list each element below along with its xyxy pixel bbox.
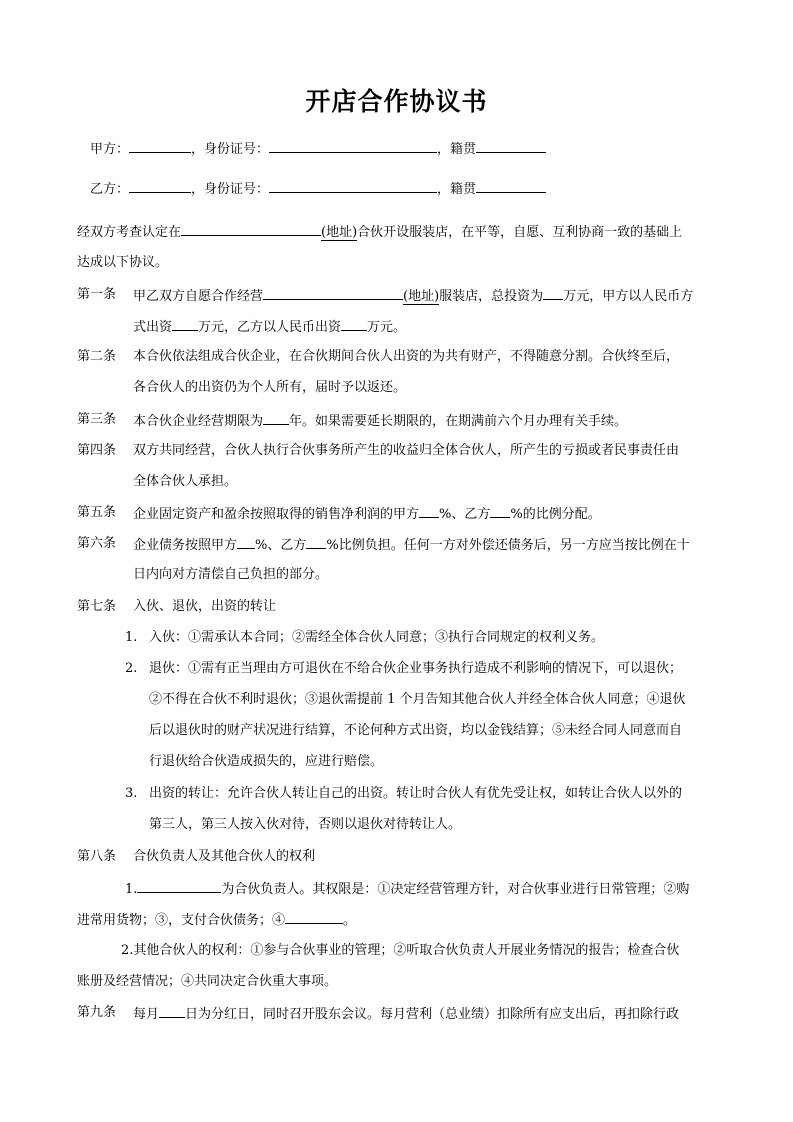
article-1-text-4: 式出资 <box>133 320 173 335</box>
party-b-origin-field[interactable] <box>476 179 546 193</box>
article-4-number: 第四条 <box>77 443 117 458</box>
article-7-item-3-line-1: 出资的转让：允许合伙人转让自己的出资。转让时合伙人有优先受让权，如转让合伙人以外的 <box>149 786 683 801</box>
party-b-id-label: ，身份证号： <box>191 182 270 197</box>
intro-text: 经双方考查认定在 <box>77 225 182 240</box>
article-8-para-1-number: 1. <box>125 882 138 897</box>
article-7-item-1: 入伙：①需承认本合同；②需经全体合伙人同意；③执行合同规定的权利义务。 <box>149 630 605 645</box>
debt-share-b-field[interactable] <box>306 535 326 549</box>
article-3-number: 第三条 <box>77 412 117 427</box>
term-years-field[interactable] <box>263 411 289 425</box>
article-8-para-1-text-2: 进常用货物；③，支付合伙债务；④ <box>77 913 286 928</box>
responsible-partner-field[interactable] <box>137 879 221 893</box>
article-9-text-2: 日为分红日，同时召开股东会议。每月营利（总业绩）扣除所有应支出后，再扣除行政 <box>185 1007 680 1022</box>
article-8-para-1-line-2 <box>77 910 356 930</box>
article-2-line-2: 各合伙人的出资仍为个人所有，届时予以返还。 <box>133 380 407 395</box>
article-1-line-2 <box>133 317 406 337</box>
party-a-investment-field[interactable] <box>172 317 198 331</box>
article-8-para-1-text-3: 。 <box>343 913 357 928</box>
party-a-label: 甲方： <box>90 142 130 157</box>
intro-address-field[interactable] <box>181 222 321 236</box>
party-b-origin-label: ，籍贯 <box>437 182 477 197</box>
article-3-text-2: 年。如果需要延长期限的，在期满前六个月办理有关手续。 <box>289 414 628 429</box>
article-1-text-6: 万元。 <box>367 320 407 335</box>
intro-line-2: 达成以下协议。 <box>77 255 169 270</box>
debt-share-a-field[interactable] <box>237 535 255 549</box>
intro-text-2: 合伙开设服装店，在平等，自愿、互利协商一致的基础上 <box>357 225 683 240</box>
article-3-line-1 <box>133 411 627 431</box>
article-5-line-1 <box>133 504 601 524</box>
article-8-para-1-text: 为合伙负责人。其权限是：①决定经营管理方针，对合伙事业进行日常管理；②购 <box>221 882 690 897</box>
article-6-number: 第六条 <box>77 536 117 551</box>
article-7-item-2-line-2: ②不得在合伙不利时退伙；③退伙需提前 1 个月告知其他合伙人并经全体合伙人同意；④退伙 <box>149 692 686 707</box>
party-a-id-field[interactable] <box>269 139 437 153</box>
party-a-origin-field[interactable] <box>476 139 546 153</box>
article-5-number: 第五条 <box>77 505 117 520</box>
article-1-text-3: 万元，甲方以人民币方 <box>563 289 694 304</box>
article-7-item-2-line-3: 后以退伙时的财产状况进行结算，不论何种方式出资，均以金钱结算；⑤未经合同人同意而自 <box>149 723 683 738</box>
article-1-text-5: 万元，乙方以人民币出资 <box>198 320 342 335</box>
article-7-item-2-line-4: 行退伙给合伙造成损失的，应进行赔偿。 <box>149 754 384 769</box>
article-9-line-1 <box>133 1004 679 1024</box>
article-8-para-2-line-1: 2.其他合伙人的权利：①参与合伙事业的管理；②听取合伙负责人开展业务情况的报告；检查合伙 <box>121 943 680 958</box>
article-8-para-1-line-1 <box>125 879 689 899</box>
article-7-item-3-line-2: 第三人，第三人按入伙对待，否则以退伙对待转让人。 <box>149 817 462 832</box>
party-a-line <box>90 139 546 159</box>
party-a-id-label: ，身份证号： <box>191 142 270 157</box>
intro-line-1 <box>77 222 682 242</box>
article-5-text: 企业固定资产和盈余按照取得的销售净利润的甲方 <box>133 507 420 522</box>
profit-share-b-field[interactable] <box>490 504 510 518</box>
article-8-para-2-line-2: 账册及经营情况；④共同决定合伙重大事项。 <box>77 974 338 989</box>
article-6-text-3: %比例负担。任何一方对外偿还债务后，另一方应当按比例在十 <box>326 538 690 553</box>
article-8-heading: 合伙负责人及其他合伙人的权利 <box>133 849 316 864</box>
article-7-heading: 入伙、退伙，出资的转让 <box>133 599 277 614</box>
article-7-item-2-line-1: 退伙：①需有正当理由方可退伙在不给合伙企业事务执行造成不利影响的情况下，可以退伙； <box>149 661 683 676</box>
party-b-line <box>90 179 546 199</box>
document-title: 开店合作协议书 <box>305 87 488 116</box>
article-7-item-2-number: 2. <box>125 661 138 676</box>
article-2-number: 第二条 <box>77 349 117 364</box>
article-4-line-1: 双方共同经营，合伙人执行合伙事务所产生的收益归全体合伙人，所产生的亏损或者民事责任由 <box>133 443 680 458</box>
intro-address-label: (地址) <box>321 225 358 240</box>
article-5-text-2: %、乙方 <box>439 507 491 522</box>
article-2-line-1: 本合伙依法组成合伙企业，在合伙期间合伙人出资的为共有财产，不得随意分割。合伙终至后， <box>133 349 680 364</box>
article-1-address-field[interactable] <box>263 286 403 300</box>
profit-share-a-field[interactable] <box>419 504 439 518</box>
article-6-line-2: 日内向对方清偿自己负担的部分。 <box>133 567 329 582</box>
article-5-text-3: %的比例分配。 <box>510 507 601 522</box>
party-a-name-field[interactable] <box>129 139 191 153</box>
article-9-text: 每月 <box>133 1007 160 1022</box>
article-7-number: 第七条 <box>77 599 117 614</box>
dividend-day-field[interactable] <box>159 1004 185 1018</box>
party-a-origin-label: ，籍贯 <box>437 142 477 157</box>
article-1-text: 甲乙双方自愿合作经营 <box>133 289 264 304</box>
other-authority-field[interactable] <box>285 910 343 924</box>
party-b-name-field[interactable] <box>129 179 191 193</box>
article-7-item-3-number: 3. <box>125 786 138 801</box>
party-b-label: 乙方： <box>90 182 130 197</box>
article-1-text-2: 服装店，总投资为 <box>439 289 544 304</box>
article-6-line-1 <box>133 535 690 555</box>
party-b-investment-field[interactable] <box>341 317 367 331</box>
article-8-number: 第八条 <box>77 849 117 864</box>
article-9-number: 第九条 <box>77 1005 117 1020</box>
article-6-text: 企业债务按照甲方 <box>133 538 238 553</box>
article-1-number: 第一条 <box>77 287 117 302</box>
article-4-line-2: 全体合伙人承担。 <box>133 474 238 489</box>
article-1-line-1 <box>133 286 693 306</box>
article-7-item-1-number: 1. <box>125 630 138 645</box>
total-investment-field[interactable] <box>543 286 563 300</box>
article-6-text-2: %、乙方 <box>255 538 307 553</box>
article-1-address-label: (地址) <box>403 289 440 304</box>
article-3-text: 本合伙企业经营期限为 <box>133 414 264 429</box>
party-b-id-field[interactable] <box>269 179 437 193</box>
